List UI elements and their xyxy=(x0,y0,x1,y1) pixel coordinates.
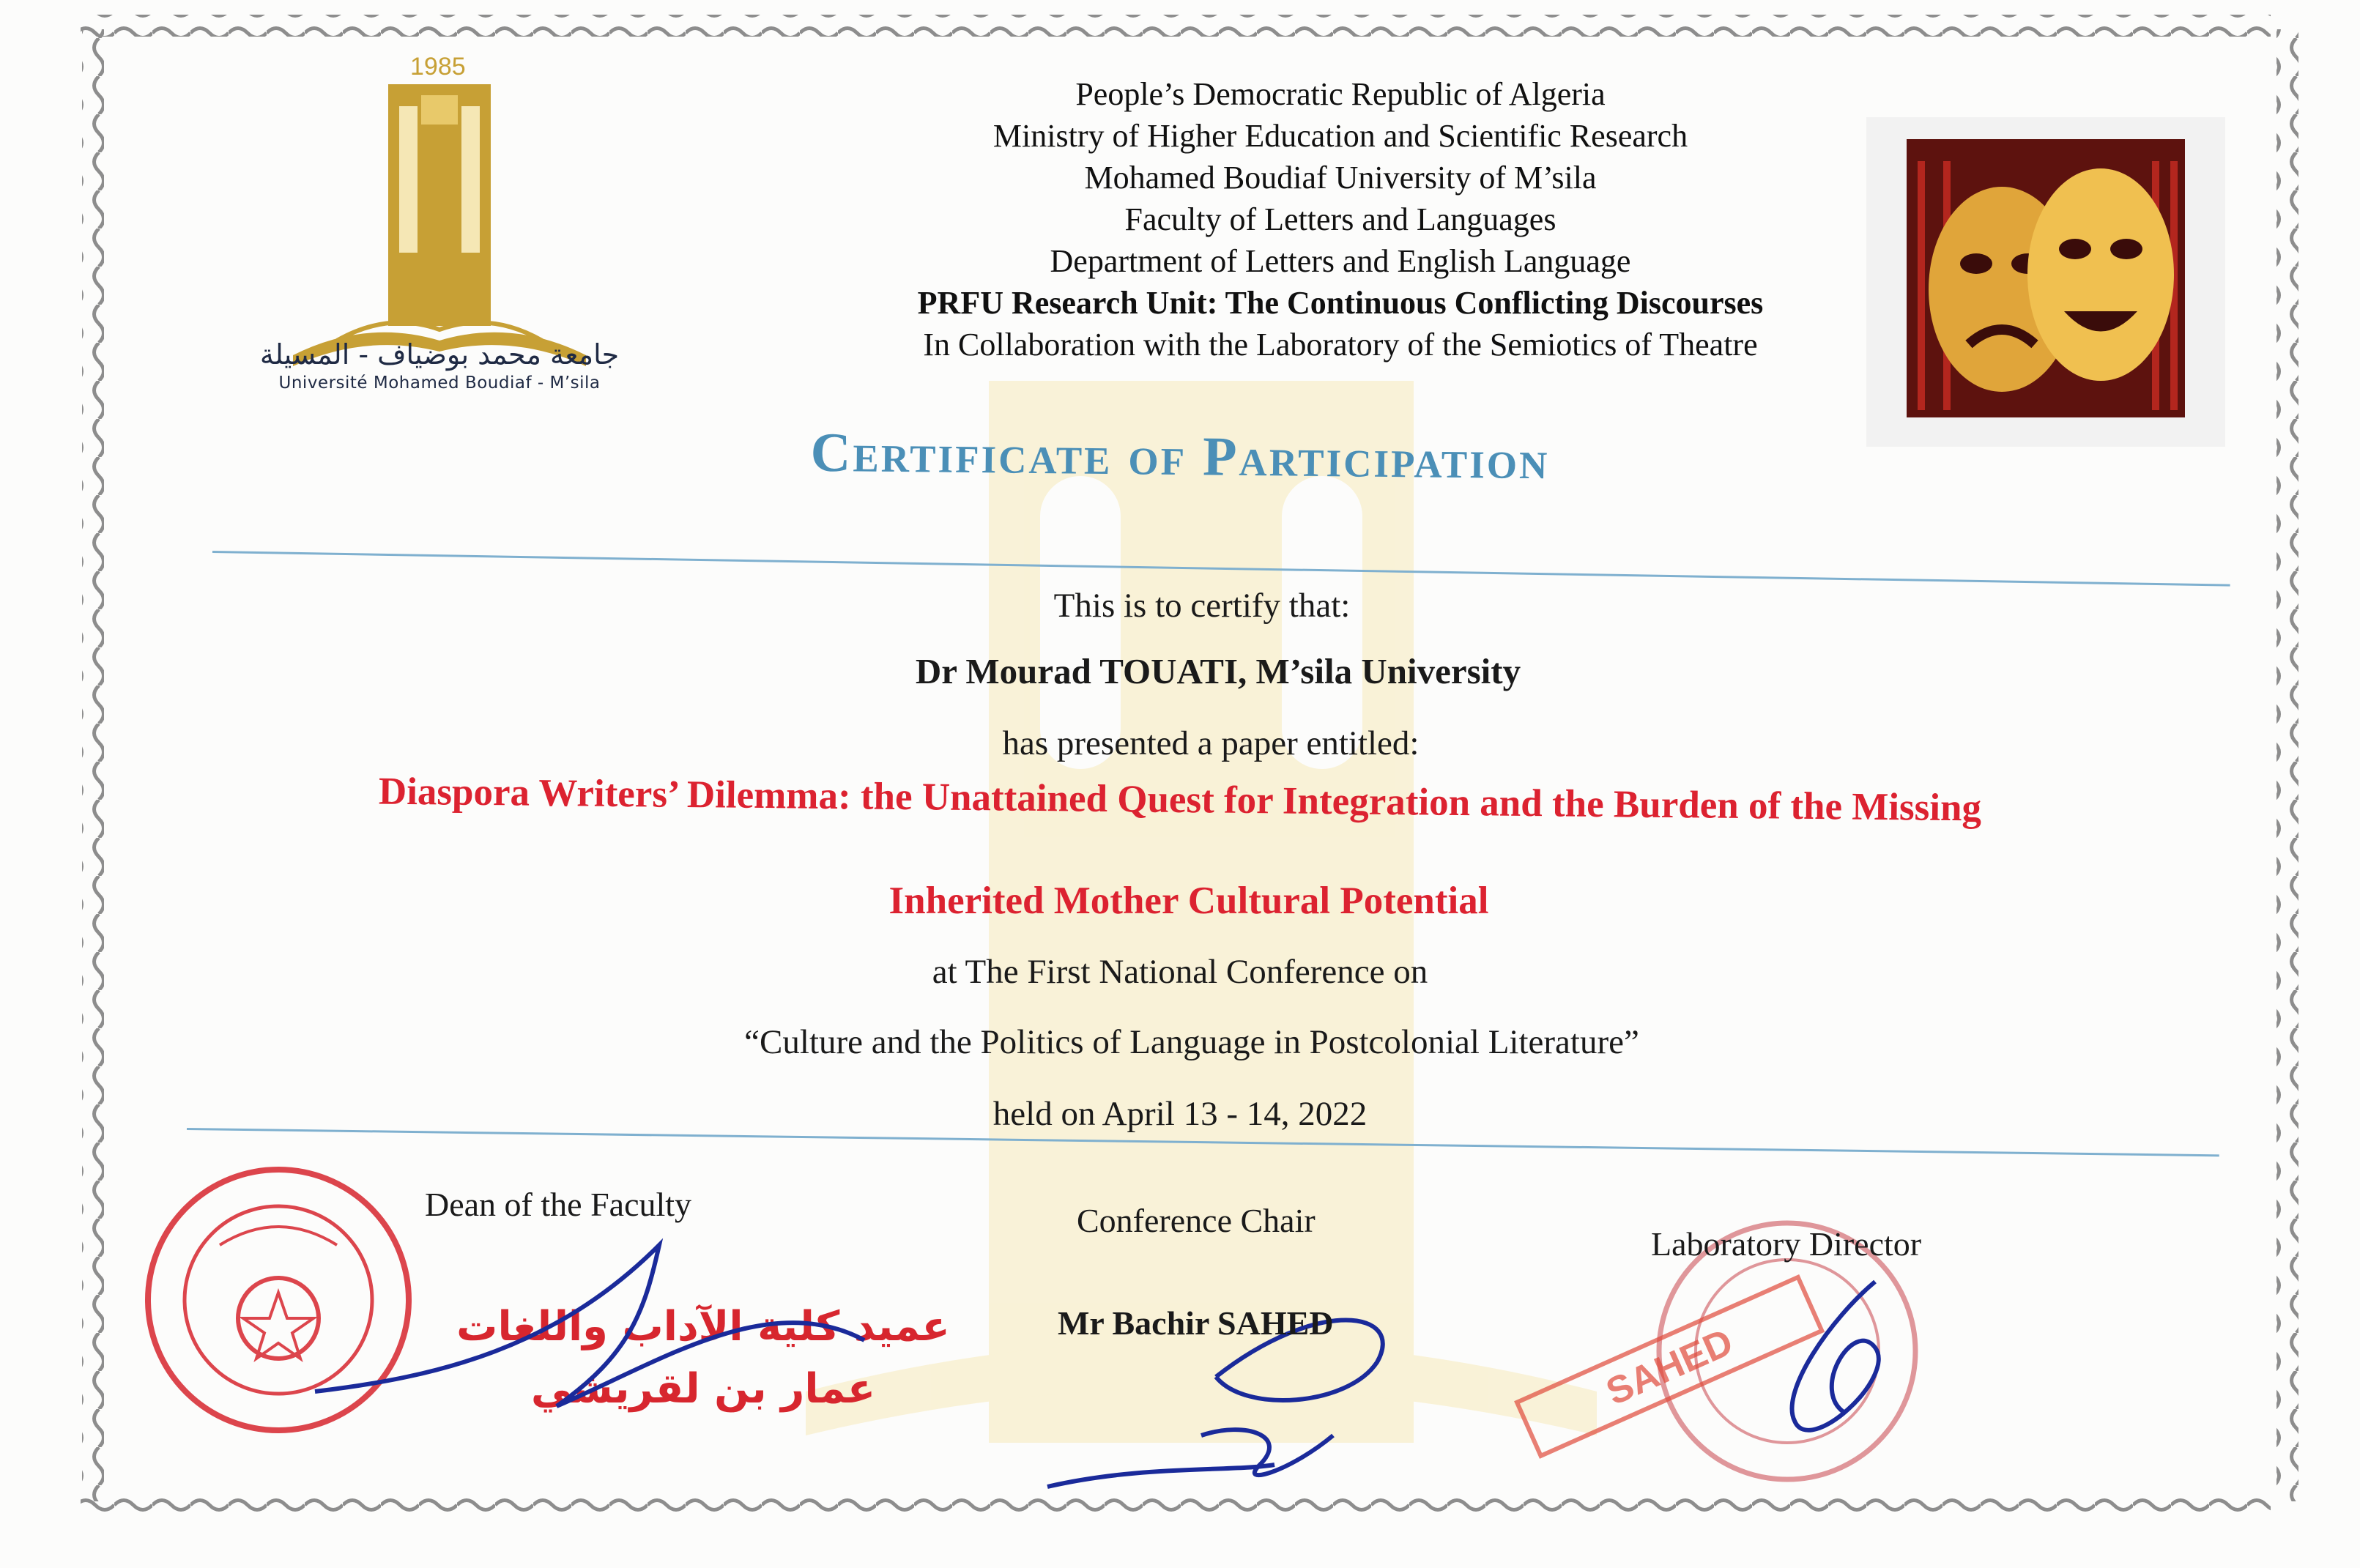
presented-statement: has presented a paper entitled: xyxy=(1002,724,1420,762)
chair-signature xyxy=(1047,1320,1383,1487)
laboratory-director-label: Laboratory Director xyxy=(1651,1225,1922,1263)
conference-intro: at The First National Conference on xyxy=(932,953,1428,991)
certify-statement: This is to certify that: xyxy=(1053,587,1351,625)
conference-title: “Culture and the Politics of Language in Postcolonial Literature” xyxy=(744,1023,1639,1061)
paper-title-line2: Inherited Mother Cultural Potential xyxy=(888,880,1489,922)
conference-date: held on April 13 - 14, 2022 xyxy=(992,1095,1368,1133)
header-line-ministry: Ministry of Higher Education and Scientific Research xyxy=(992,118,1688,154)
logo-name-arabic: جامعة محمد بوضياف - المسيلة xyxy=(259,338,620,371)
logo-year: 1985 xyxy=(410,53,466,81)
conference-chair-name: Mr Bachir SAHED xyxy=(1058,1304,1334,1342)
header-line-department: Department of Letters and English Language xyxy=(1050,243,1631,279)
logo-name-french: Université Mohamed Boudiaf - M’sila xyxy=(278,374,601,393)
header-line-research-unit: PRFU Research Unit: The Continuous Conflicting Discourses xyxy=(917,285,1764,321)
dean-stamp-line2: عمار بن لقريشي xyxy=(530,1365,876,1413)
paper-title-line1: Diaspora Writers’ Dilemma: the Unattained Quest for Integration and the Burden of the Missing xyxy=(378,770,1982,830)
conference-chair-label: Conference Chair xyxy=(1077,1202,1316,1239)
header-line-laboratory: In Collaboration with the Laboratory of the Semiotics of Theatre xyxy=(923,327,1758,363)
header-line-republic: People’s Democratic Republic of Algeria xyxy=(1075,76,1606,112)
svg-text:SAHED: SAHED xyxy=(1600,1320,1740,1414)
dean-round-stamp xyxy=(148,1170,409,1430)
header-line-faculty: Faculty of Letters and Languages xyxy=(1124,201,1556,237)
certificate-title: Certificate of Participation xyxy=(810,421,1550,491)
dean-stamp-line1: عميد كلية الآداب واللغات xyxy=(456,1303,950,1350)
header-line-university: Mohamed Boudiaf University of M’sila xyxy=(1084,160,1597,196)
recipient-name: Dr Mourad TOUATI, M’sila University xyxy=(915,651,1521,691)
dean-label: Dean of the Faculty xyxy=(425,1186,692,1223)
